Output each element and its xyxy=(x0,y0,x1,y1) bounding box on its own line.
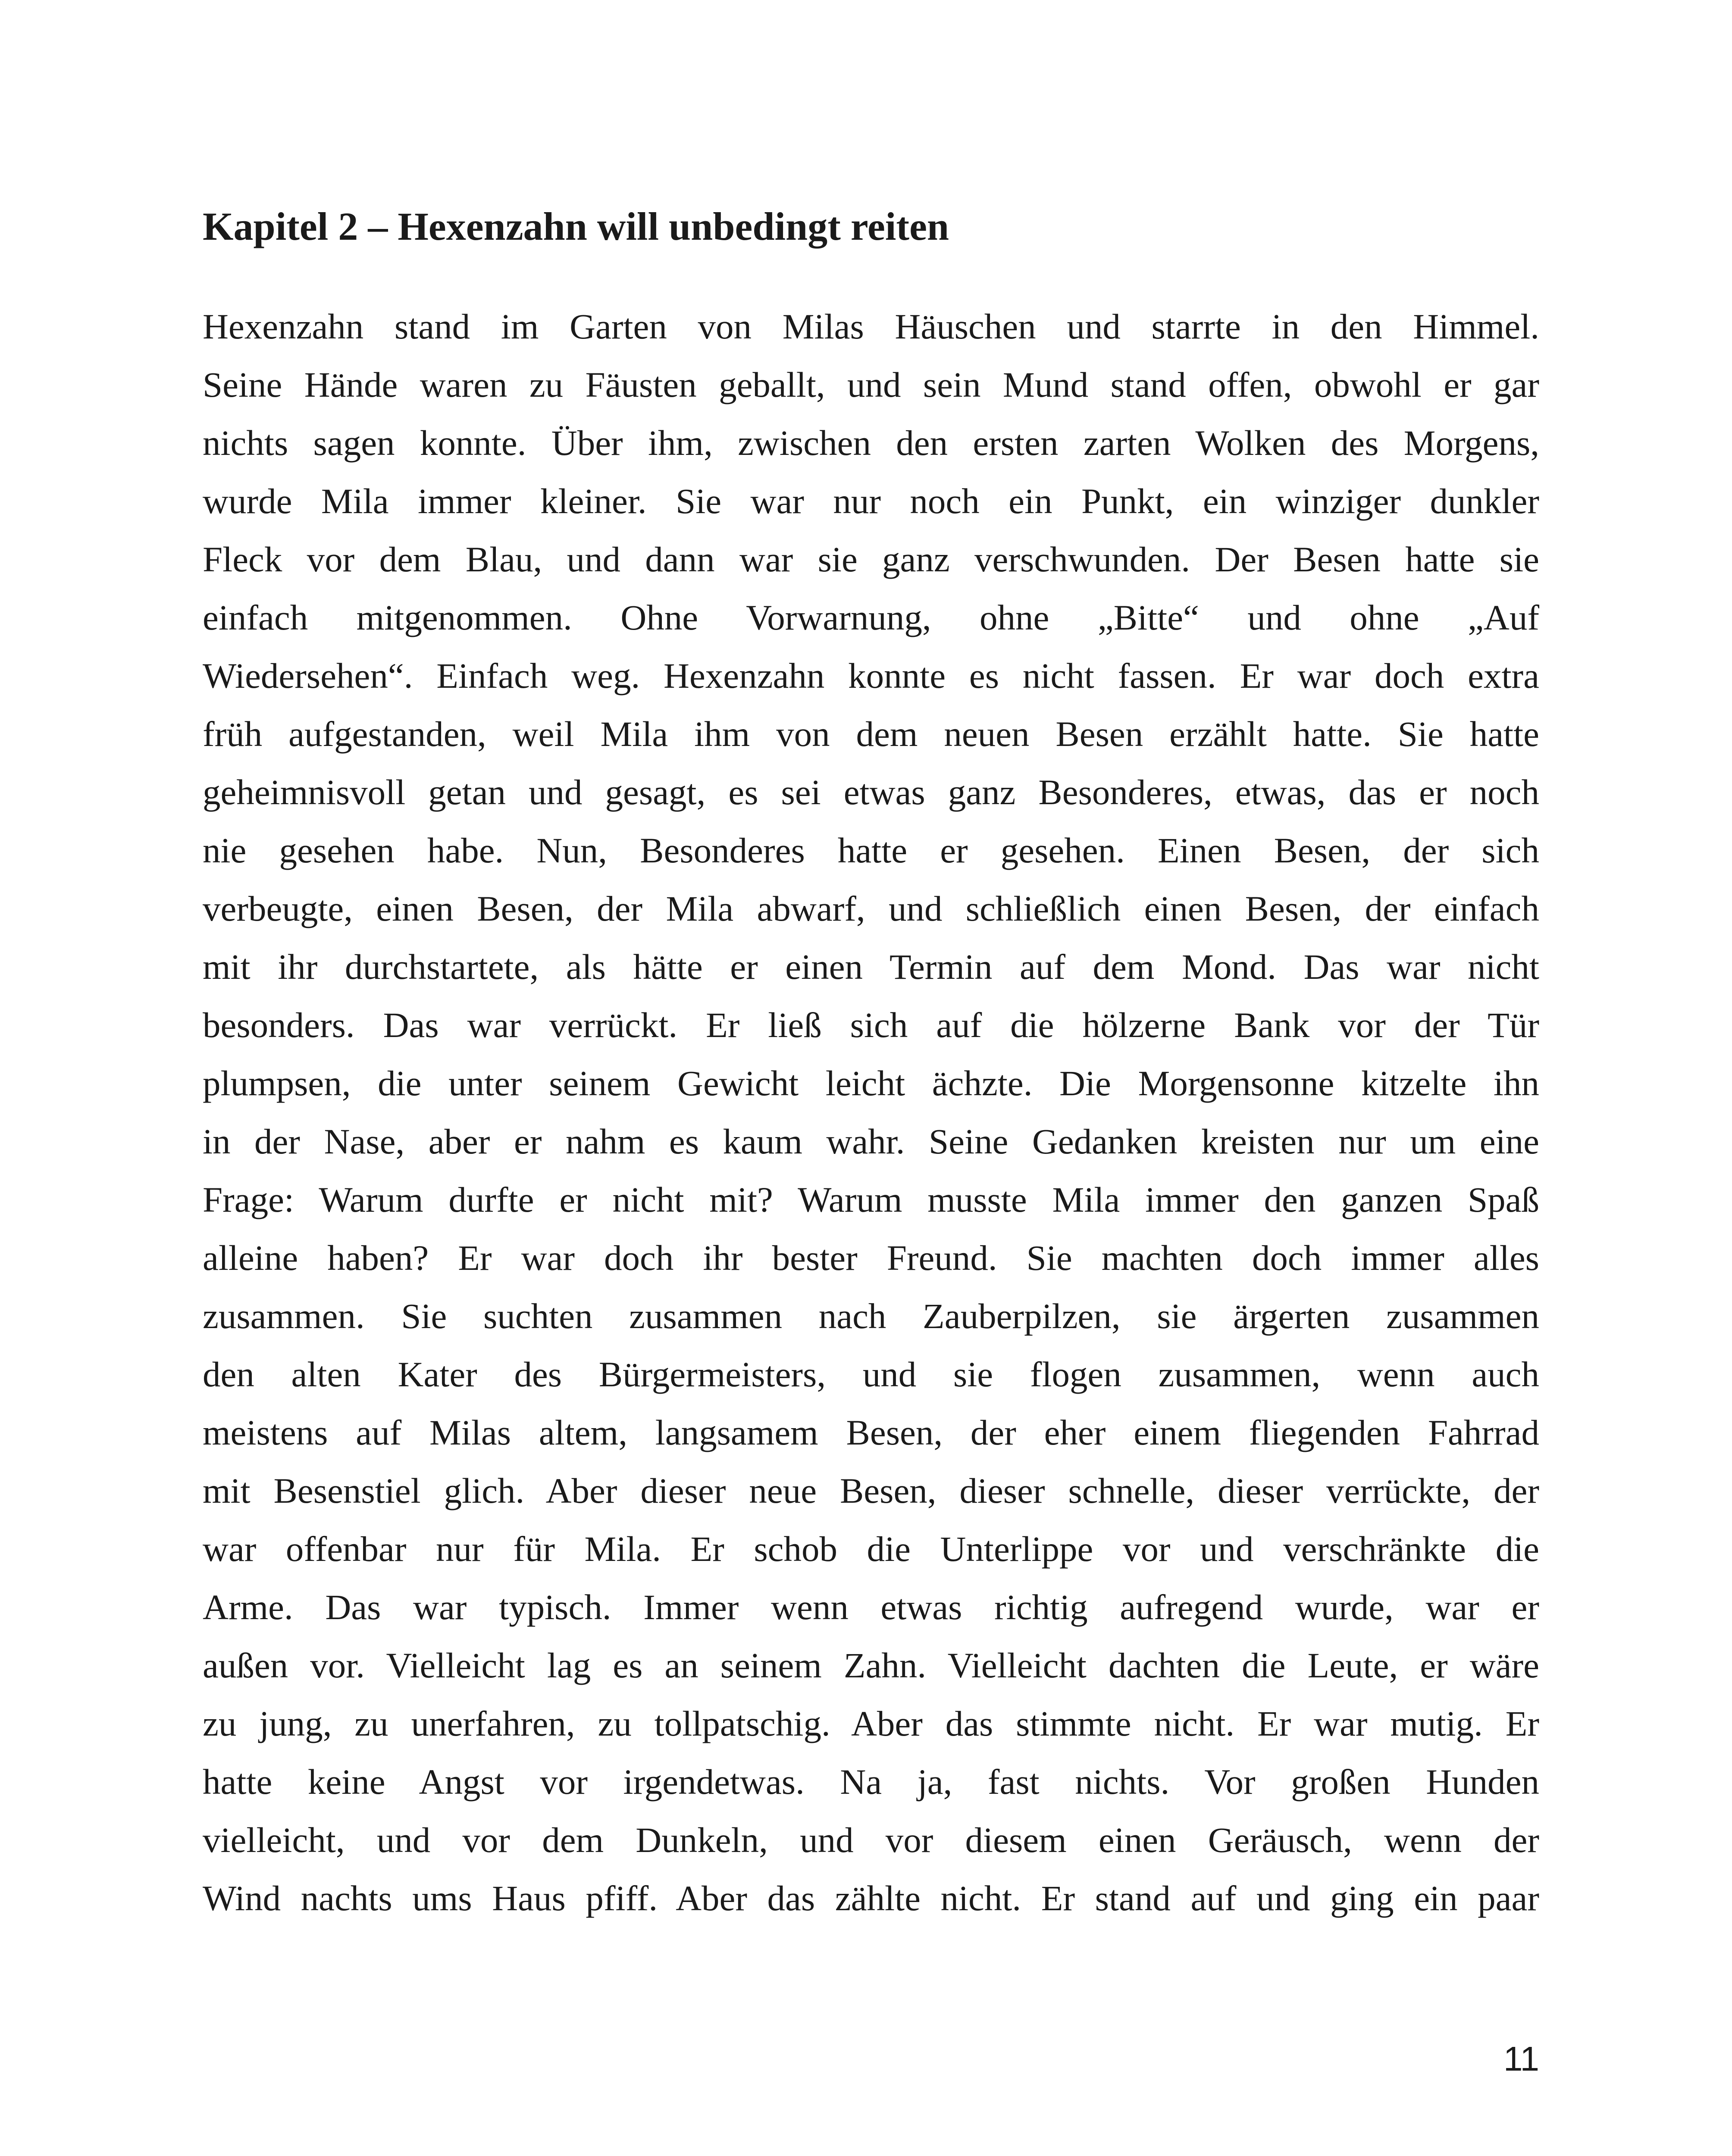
text-line: Wind nachts ums Haus pfiff. Aber das zählte nicht. Er stand auf und ging ein paar xyxy=(203,1878,1539,1918)
text-line: einfach mitgenommen. Ohne Vorwarnung, ohne „Bitte“ und ohne „Auf xyxy=(203,598,1539,637)
text-line: geheimnisvoll getan und gesagt, es sei etwas ganz Besonderes, etwas, das er noch xyxy=(203,772,1539,812)
text-line: Frage: Warum durfte er nicht mit? Warum musste Mila immer den ganzen Spaß xyxy=(203,1180,1539,1219)
text-line: mit Besenstiel glich. Aber dieser neue Besen, dieser schnelle, dieser verrückte, der xyxy=(203,1471,1539,1510)
body-paragraph xyxy=(203,298,1539,1927)
text-line: vielleicht, und vor dem Dunkeln, und vor diesem einen Geräusch, wenn der xyxy=(203,1820,1539,1860)
text-line: Hexenzahn stand im Garten von Milas Häuschen und starrte in den Himmel. xyxy=(203,307,1539,346)
text-line: besonders. Das war verrückt. Er ließ sich auf die hölzerne Bank vor der Tür xyxy=(203,1005,1539,1045)
text-line: nie gesehen habe. Nun, Besonderes hatte er gesehen. Einen Besen, der sich xyxy=(203,830,1539,870)
chapter-title: Kapitel 2 – Hexenzahn will unbedingt reiten xyxy=(203,204,949,248)
text-line: zusammen. Sie suchten zusammen nach Zauberpilzen, sie ärgerten zusammen xyxy=(203,1296,1539,1336)
text-line: außen vor. Vielleicht lag es an seinem Zahn. Vielleicht dachten die Leute, er wäre xyxy=(203,1645,1539,1685)
text-line: alleine haben? Er war doch ihr bester Freund. Sie machten doch immer alles xyxy=(203,1238,1539,1278)
text-line: früh aufgestanden, weil Mila ihm von dem neuen Besen erzählt hatte. Sie hatte xyxy=(203,714,1539,754)
text-line: nichts sagen konnte. Über ihm, zwischen den ersten zarten Wolken des Morgens, xyxy=(203,423,1539,463)
text-line: wurde Mila immer kleiner. Sie war nur noch ein Punkt, ein winziger dunkler xyxy=(203,481,1539,521)
text-line: Wiedersehen“. Einfach weg. Hexenzahn konnte es nicht fassen. Er war doch extra xyxy=(203,656,1539,696)
text-line: den alten Kater des Bürgermeisters, und sie flogen zusammen, wenn auch xyxy=(203,1354,1539,1394)
text-line: verbeugte, einen Besen, der Mila abwarf, und schließlich einen Besen, der einfach xyxy=(203,889,1539,928)
text-line: hatte keine Angst vor irgendetwas. Na ja, fast nichts. Vor großen Hunden xyxy=(203,1762,1539,1802)
text-line: mit ihr durchstartete, als hätte er einen Termin auf dem Mond. Das war nicht xyxy=(203,947,1539,987)
page-number: 11 xyxy=(1503,2040,1539,2078)
text-line: zu jung, zu unerfahren, zu tollpatschig. Aber das stimmte nicht. Er war mutig. Er xyxy=(203,1704,1539,1743)
text-line: Arme. Das war typisch. Immer wenn etwas richtig aufregend wurde, war er xyxy=(203,1587,1539,1627)
text-line: Seine Hände waren zu Fäusten geballt, und sein Mund stand offen, obwohl er gar xyxy=(203,365,1539,404)
text-line: war offenbar nur für Mila. Er schob die Unterlippe vor und verschränkte die xyxy=(203,1529,1539,1569)
text-line: meistens auf Milas altem, langsamem Besen, der eher einem fliegenden Fahrrad xyxy=(203,1413,1539,1452)
text-line: in der Nase, aber er nahm es kaum wahr. Seine Gedanken kreisten nur um eine xyxy=(203,1122,1539,1161)
text-line: Fleck vor dem Blau, und dann war sie ganz verschwunden. Der Besen hatte sie xyxy=(203,539,1539,579)
text-line: plumpsen, die unter seinem Gewicht leicht ächzte. Die Morgensonne kitzelte ihn xyxy=(203,1063,1539,1103)
